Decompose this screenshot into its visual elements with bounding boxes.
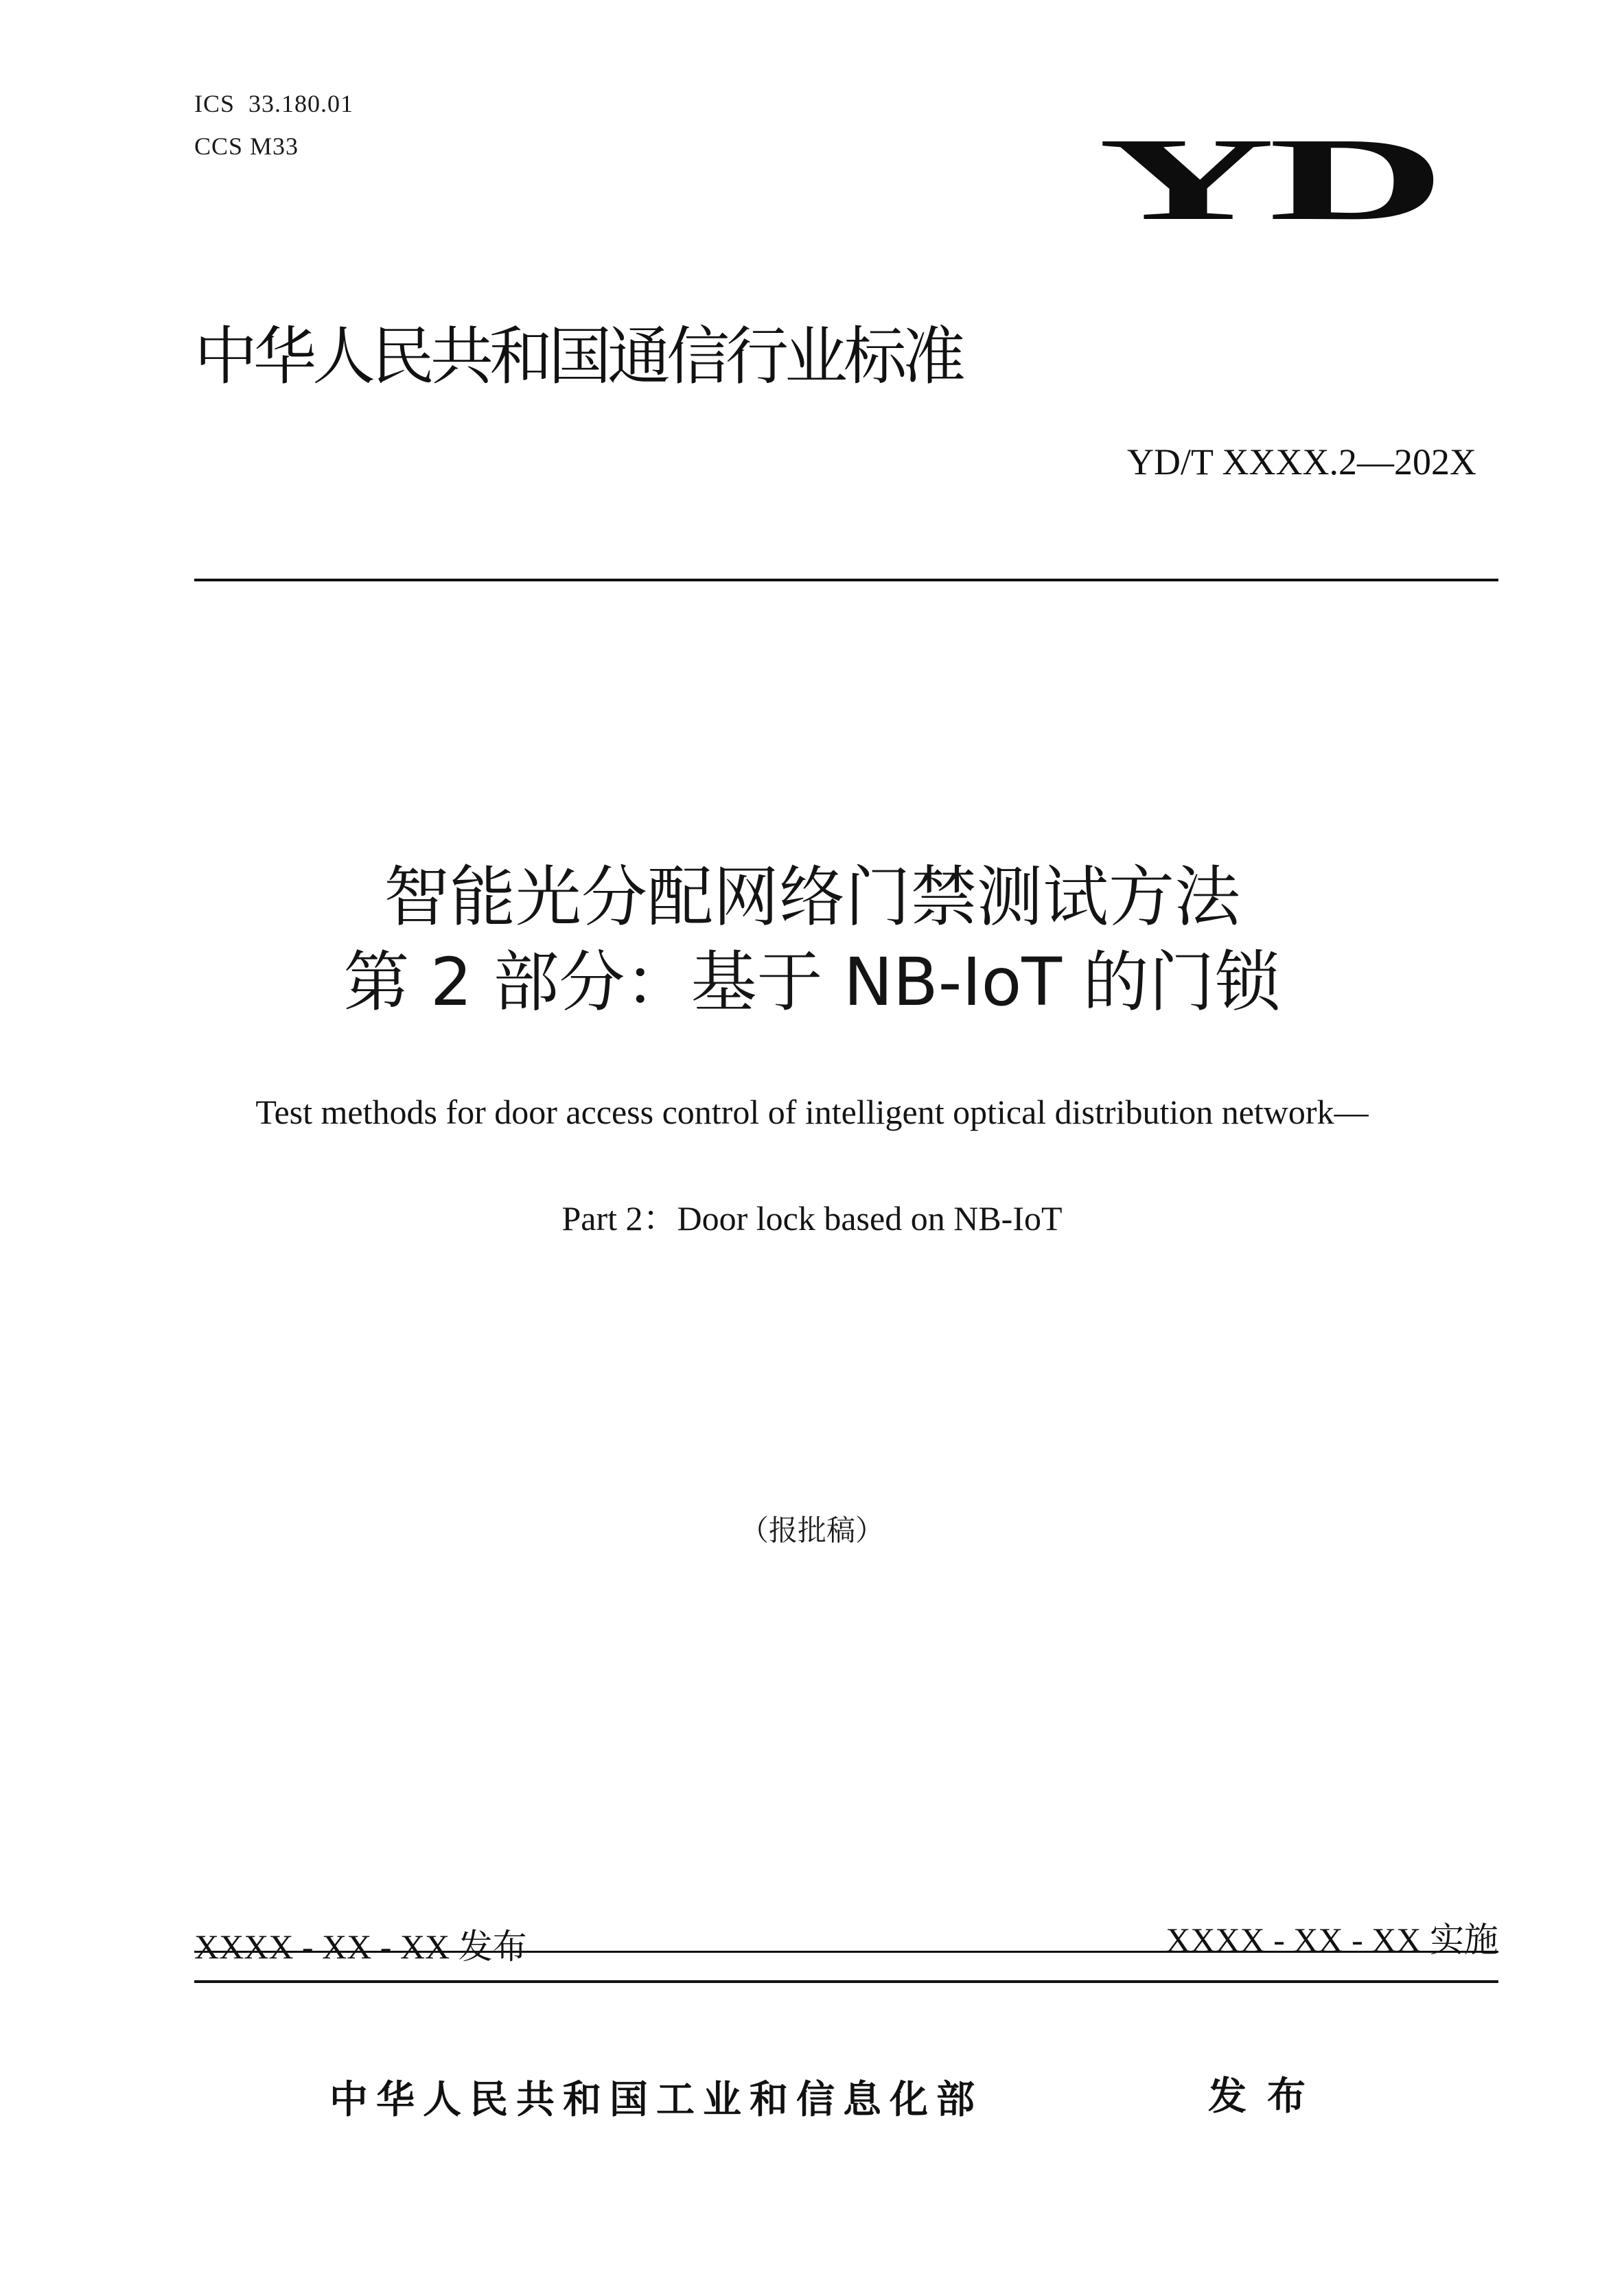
yd-logo: YD	[1098, 113, 1439, 245]
standard-number: YD/T XXXX.2—202X	[1127, 441, 1476, 483]
title-en-line1: Test methods for door access control of intelligent optical distribution network—	[255, 1093, 1369, 1131]
ics-code: ICS 33.180.01	[194, 90, 354, 117]
header-divider	[194, 579, 1498, 581]
publish-label: 发布	[1208, 2074, 1326, 2119]
chinese-title	[0, 855, 1624, 1025]
draft-status: （报批稿）	[739, 1514, 884, 1547]
industry-standard-title: 中华人民共和国通信行业标准	[194, 320, 962, 393]
classification-codes	[194, 82, 353, 167]
date-strike-rule	[194, 1951, 1498, 1953]
footer-divider	[194, 1980, 1498, 1983]
issue-date: XXXX - XX - XX 发布	[194, 1927, 527, 1966]
title-cn-line2: 第 2 部分：基于 NB-IoT 的门锁	[343, 944, 1281, 1021]
english-title-line2-wrap	[0, 1198, 1624, 1239]
ccs-code: CCS M33	[194, 132, 299, 160]
title-en-line2: Part 2：Door lock based on NB-IoT	[561, 1199, 1063, 1238]
implementation-date: XXXX - XX - XX 实施	[1165, 1921, 1498, 1959]
publisher-name: 中华人民共和国工业和信息化部	[329, 2078, 983, 2122]
english-title-line1-wrap	[0, 1091, 1624, 1133]
title-cn-line1: 智能光分配网络门禁测试方法	[384, 859, 1240, 936]
